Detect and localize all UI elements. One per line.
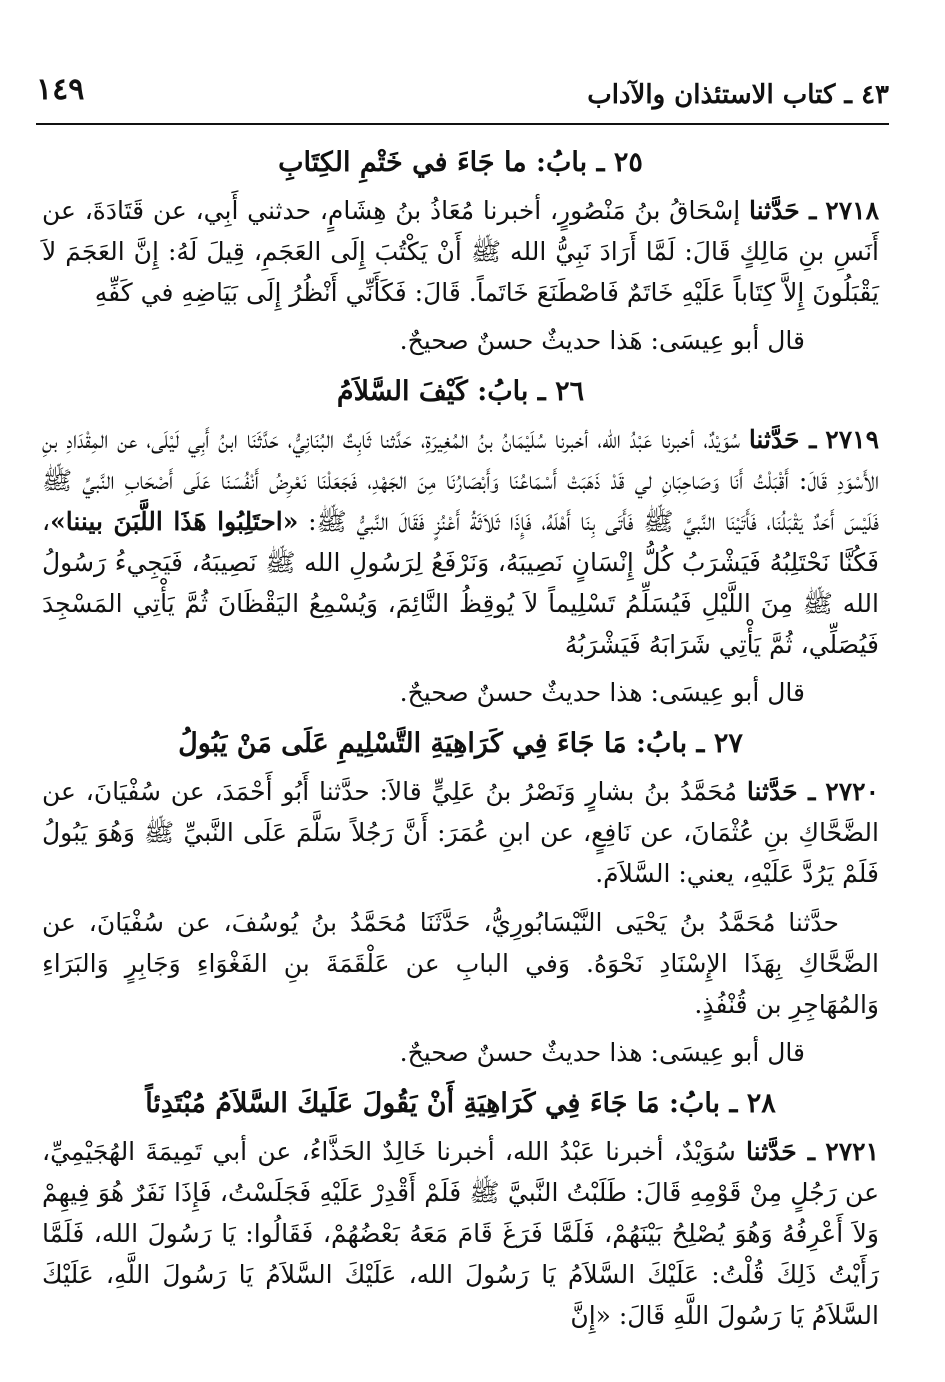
hadith-text: سُوَيْدٌ، أخبرنا عَبْدُ الله، أخبرنا سُلَيْمَانُ بنُ المُغِيرَةِ، حَدَّثنا ثَابِتٌ البُنَانِيُّ، حَدَّثَنَا ابنُ أَبِي لَيْلَى، عن المِقْدَادِ بنِ الأَسْوَدِ قَالَ: أَقْبَلْتُ أَنَا وَصَاحِبَانِ لي قَدْ ذَهَبَتْ أَسْمَاعُنَا وَأَبْصَارُنَا مِنَ الجَهْدِ، فَجَعَلْنَا نَعْرِضُ أَنْفُسَنَا عَلَى أَصْحَابِ النَّبيِّ ﷺ فَلَيْسَ أَحَدٌ يَقْبَلُنَا، فَأَتَيْنَا النَّبيَّ ﷺ فَأَتَى بِنَا أَهْلَهُ، فَإِذَا ثَلاَثَةُ أَعْنُزٍ فَقَالَ النَّبيُّ ﷺ: — [42, 425, 879, 536]
hadith-tag: ـ حَدَّثنا — [748, 425, 817, 454]
hadith-paragraph — [42, 771, 879, 894]
hadith-paragraph — [42, 1131, 879, 1336]
header-rule — [36, 123, 889, 125]
verdict-line: قال أبو عِيسَى: هذا حديثٌ حسنٌ صحيحٌ. — [399, 678, 805, 707]
chapter-heading: ٢٧ ـ بابُ: مَا جَاءَ فِي كَرَاهِيَةِ التَّسْلِيمِ عَلَى مَنْ يَبُولُ — [178, 728, 743, 759]
hadith-number: ٢٧٢٠ — [825, 777, 880, 806]
hadith-paragraph — [42, 190, 879, 313]
hadith-number: ٢٧١٩ — [825, 425, 879, 454]
hadith-text: مُحَمَّدُ بنُ بشارٍ وَنَصْرُ بنُ عَلِيٍّ قالاَ: حدَّثنا أَبُو أَحْمَدَ، عن سُفْيَانَ، عن الضَّحَّاكِ بنِ عُثْمَانَ، عن نَافِعٍ، عن ابنِ عُمَرَ: أَنَّ رَجُلاً سَلَّمَ عَلَى النَّبيِّ ﷺ وَهُوَ يَبُولُ فَلَمْ يَرُدَّ عَلَيْهِ، يعني: السَّلاَمَ. — [42, 777, 879, 888]
running-title: ٤٣ ـ كتاب الاستئذان والآداب — [587, 80, 889, 110]
page-header — [36, 70, 889, 120]
verdict-line: قال أبو عِيسَى: هذا حديثٌ حسنٌ صحيحٌ. — [399, 1038, 805, 1067]
verdict-line: قال أبو عِيسَى: هَذا حديثٌ حسنٌ صحيحٌ. — [399, 326, 805, 355]
hadith-text: إسْحَاقُ بنُ مَنْصُورٍ، أخبرنا مُعَاذُ بنُ هِشَامٍ، حدثني أَبِي، عن قَتَادَةَ، عن أَنَسِ بنِ مَالِكٍ قَالَ: لَمَّا أَرَادَ نَبِيُّ الله ﷺ أَنْ يَكْتُبَ إِلَى العَجَمِ، قِيلَ لَهُ: إِنَّ العَجَمَ لاَ يَقْبَلُونَ إِلاَّ كِتَاباً عَلَيْهِ خَاتَمٌ فَاصْطَنَعَ خَاتَماً. قَالَ: فَكَأَنِّي أَنْظُرُ إِلَى بَيَاضِهِ في كَفِّهِ — [42, 196, 879, 307]
hadith-tag: ـ حَدَّثنا — [746, 1137, 816, 1166]
chapter-heading: ٢٦ ـ بابُ: كَيْفَ السَّلاَمُ — [336, 376, 585, 407]
supporting-chain-paragraph: حدَّثنا مُحَمَّدُ بنُ يَحْيَى النَّيْسَابُورِيُّ، حَدَّثَنَا مُحَمَّدُ بنُ يُوسُفَ، عن سُفْيَانَ، عن الضَّحَّاكِ بِهَذَا الإِسْنَادِ نَحْوَهُ. وَفي البابِ عن عَلْقَمَةَ بنِ الفَغْوَاءِ وَجَابِرٍ وَالبَرَاءِ وَالمُهَاجِرِ بن قُنْفُذٍ. — [42, 908, 879, 1019]
page-content — [42, 138, 879, 1344]
hadith-tag: ـ حَدَّثنا — [748, 196, 817, 225]
hadith-text-continued: ، فَكُنَّا نَحْتَلِبُهُ فَيَشْرَبُ كُلُّ إِنْسَانٍ نَصِيبَهُ، وَنَرْفَعُ لِرَسُولِ الله ﷺ نَصِيبَهُ، فَيَجِيءُ رَسُولُ الله ﷺ مِنَ اللَّيْلِ فَيُسَلِّمُ تَسْلِيماً لاَ يُوقِظُ النَّائِمَ، وَيُسْمِعُ اليَقْظَانَ ثُمَّ يَأْتِي المَسْجِدَ فَيُصَلِّي، ثُمَّ يَأْتِي شَرَابَهُ فَيَشْرَبُهُ — [42, 507, 879, 659]
hadith-number: ٢٧١٨ — [825, 196, 879, 225]
hadith-text: سُوَيْدٌ، أخبرنا عَبْدُ الله، أخبرنا خَالِدٌ الحَذَّاءُ، عن أبي تَمِيمَةَ الهُجَيْمِيِّ، عن رَجُلٍ مِنْ قَوْمِهِ قَالَ: طَلَبْتُ النَّبيَّ ﷺ فَلَمْ أَقْدِرْ عَلَيْهِ فَجَلَسْتُ، فَإِذَا نَفَرٌ هُوَ فِيهِمْ وَلاَ أَعْرِفُهُ وَهُوَ يُصْلِحُ بَيْنَهُمْ، فَلَمَّا فَرَغَ قَامَ مَعَهُ بَعْضُهُمْ، فَقَالُوا: يَا رَسُولَ الله، فَلَمَّا رَأَيْتُ ذَلِكَ قُلْتُ: عَلَيْكَ السَّلاَمُ يَا رَسُولَ الله، عَلَيْكَ السَّلاَمُ يَا رَسُولَ اللَّهِ، عَلَيْكَ السَّلاَمُ يَا رَسُولَ اللَّهِ قَالَ: «إِنَّ — [42, 1137, 879, 1330]
hadith-tag: ـ حَدَّثنا — [746, 777, 816, 806]
hadith-quote: «احتَلِبُوا هَذَا اللَّبَنَ بيننا» — [50, 507, 299, 536]
hadith-paragraph — [42, 419, 879, 665]
chapter-heading: ٢٨ ـ بابُ: مَا جَاءَ فِي كَرَاهِيَةِ أَنْ يَقُولَ عَلَيكَ السَّلاَمُ مُبْتَدِئاً — [145, 1088, 776, 1119]
hadith-number: ٢٧٢١ — [825, 1137, 880, 1166]
chapter-heading: ٢٥ ـ بابُ: ما جَاءَ في خَتْمِ الكِتَابِ — [278, 147, 643, 178]
page-number: ١٤٩ — [36, 72, 85, 107]
